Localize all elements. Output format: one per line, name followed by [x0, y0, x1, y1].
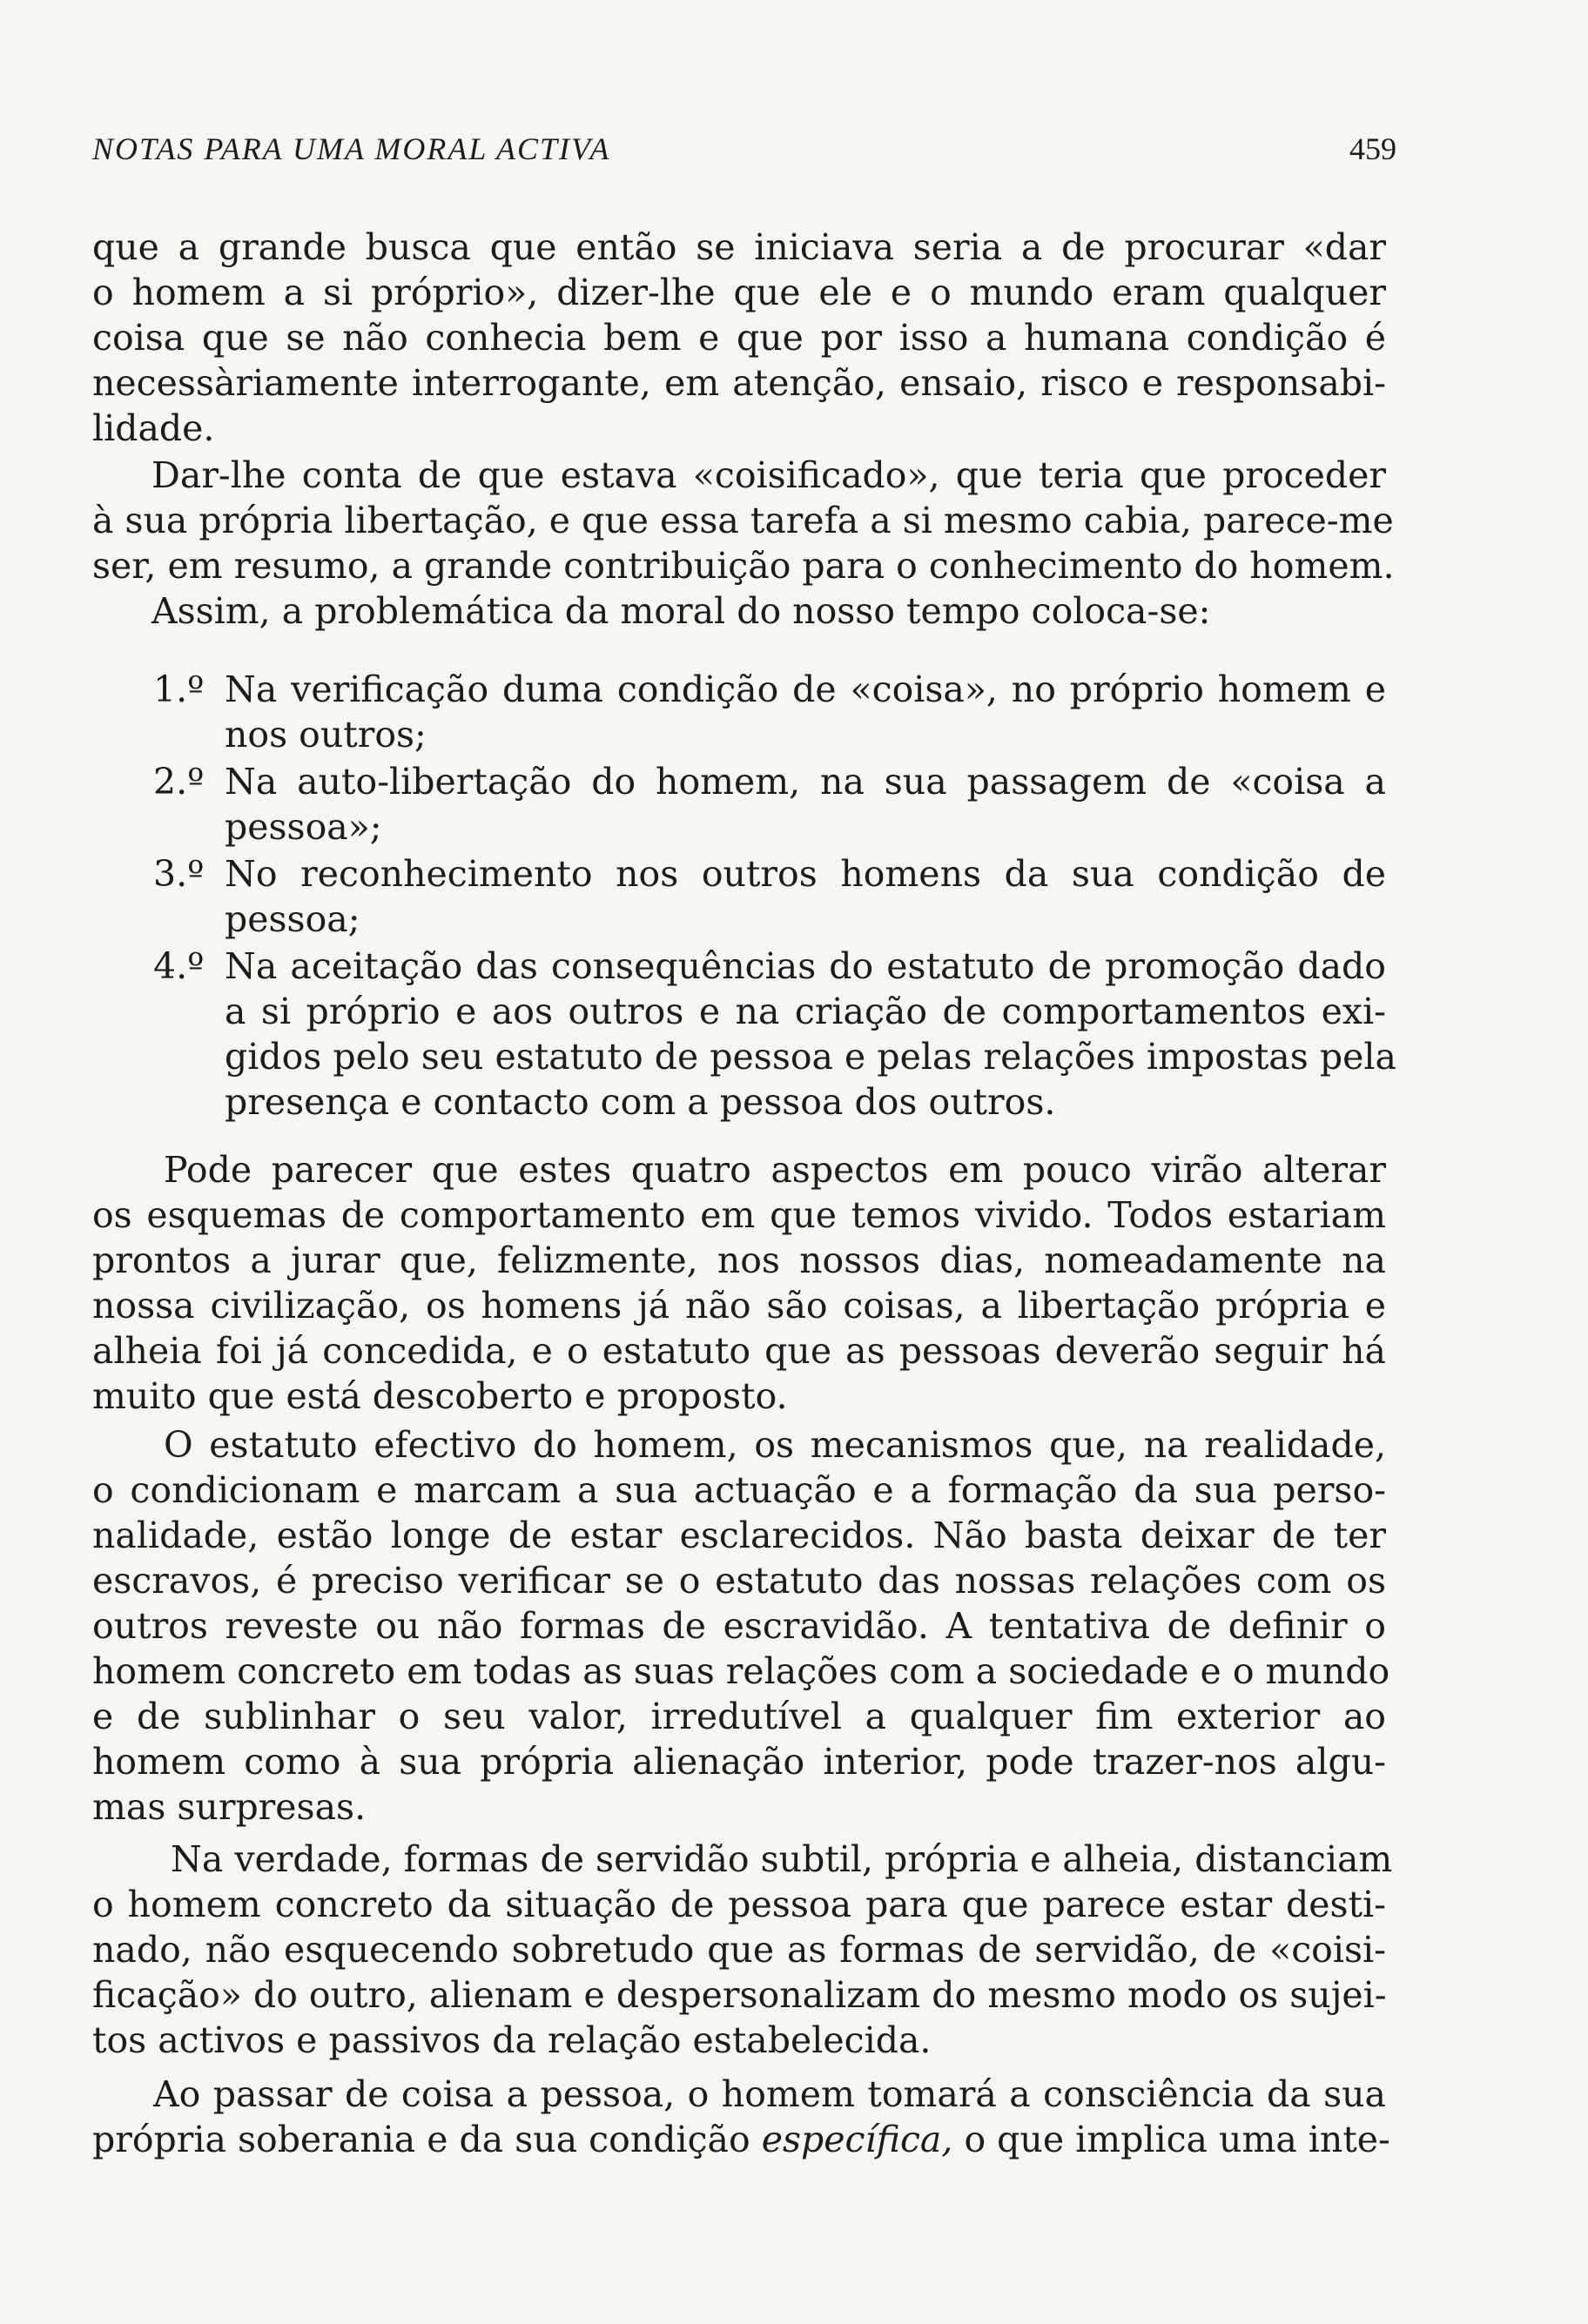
- list-line: gidos pelo seu estatuto de pessoa e pelas relações impostas pela: [225, 1036, 1396, 1078]
- text-line: o condicionam e marcam a sua actuação e a formação da sua perso-: [92, 1469, 1386, 1511]
- text-line: alheia foi já concedida, e o estatuto que as pessoas deverão seguir há: [92, 1330, 1386, 1372]
- text-line: o homem concreto da situação de pessoa para que parece estar desti-: [92, 1884, 1386, 1925]
- text-line: à sua própria libertação, e que essa tarefa a si mesmo cabia, parece-me: [92, 500, 1394, 541]
- text-line: que a grande busca que então se iniciava seria a de procurar «dar: [92, 226, 1386, 268]
- text-line: prontos a jurar que, felizmente, nos nossos dias, nomeadamente na: [92, 1239, 1386, 1281]
- running-title: NOTAS PARA UMA MORAL ACTIVA: [92, 131, 611, 166]
- text-line: Ao passar de coisa a pessoa, o homem tomará a consciência da sua: [153, 2073, 1386, 2115]
- text-line: escravos, é preciso verificar se o estatuto das nossas relações com os: [92, 1560, 1386, 1602]
- list-line: presença e contacto com a pessoa dos outros.: [225, 1081, 1056, 1123]
- text-line: necessàriamente interrogante, em atenção, ensaio, risco e responsabi-: [92, 362, 1386, 404]
- list-number: 3.º: [153, 853, 205, 895]
- page-number: 459: [1349, 131, 1396, 166]
- text-line: coisa que se não conhecia bem e que por isso a humana condição é: [92, 317, 1386, 359]
- list-line: Na aceitação das consequências do estatuto de promoção dado: [225, 945, 1386, 987]
- text-line: ficação» do outro, alienam e despersonalizam do mesmo modo os sujei-: [92, 1974, 1387, 2016]
- text-line: lidade.: [92, 407, 215, 449]
- text-line: homem concreto em todas as suas relações com a sociedade e o mundo: [92, 1650, 1390, 1692]
- text-segment: o que implica uma inte-: [964, 2119, 1390, 2160]
- italic-term: específica,: [761, 2119, 953, 2160]
- text-line: nossa civilização, os homens já não são coisas, a libertação própria e: [92, 1285, 1386, 1327]
- list-line: No reconhecimento nos outros homens da sua condição de: [225, 853, 1386, 895]
- list-number: 2.º: [153, 761, 205, 803]
- list-line: a si próprio e aos outros e na criação de comportamentos exi-: [225, 991, 1386, 1032]
- text-line: Assim, a problemática da moral do nosso tempo coloca-se:: [151, 590, 1211, 632]
- text-line: nado, não esquecendo sobretudo que as formas de servidão, de «coisi-: [92, 1929, 1386, 1971]
- text-line: tos activos e passivos da relação estabelecida.: [92, 2019, 932, 2061]
- text-line: muito que está descoberto e proposto.: [92, 1375, 788, 1417]
- text-line: Pode parecer que estes quatro aspectos em pouco virão alterar: [164, 1149, 1386, 1191]
- text-line: [92, 2117, 1390, 2162]
- list-number: 4.º: [153, 945, 205, 987]
- list-number: 1.º: [153, 668, 205, 710]
- text-line: outros reveste ou não formas de escravidão. A tentativa de definir o: [92, 1605, 1386, 1647]
- text-line: os esquemas de comportamento em que temos vivido. Todos estariam: [92, 1194, 1386, 1236]
- list-line: Na verificação duma condição de «coisa», no próprio homem e: [225, 668, 1386, 710]
- text-line: homem como à sua própria alienação interior, pode trazer-nos algu-: [92, 1741, 1386, 1783]
- list-line: pessoa»;: [225, 806, 382, 848]
- list-line: Na auto-libertação do homem, na sua passagem de «coisa a: [225, 761, 1386, 803]
- text-line: Na verdade, formas de servidão subtil, própria e alheia, distanciam: [171, 1838, 1393, 1880]
- text-line: e de sublinhar o seu valor, irredutível a qualquer fim exterior ao: [92, 1696, 1386, 1737]
- list-line: pessoa;: [225, 898, 360, 940]
- text-line: Dar-lhe conta de que estava «coisificado», que teria que proceder: [151, 454, 1386, 496]
- text-line: nalidade, estão longe de estar esclarecidos. Não basta deixar de ter: [92, 1515, 1386, 1556]
- text-line: o homem a si próprio», dizer-lhe que ele e o mundo eram qualquer: [92, 272, 1386, 313]
- text-line: ser, em resumo, a grande contribuição para o conhecimento do homem.: [92, 545, 1395, 587]
- text-segment: própria soberania e da sua condição: [92, 2119, 750, 2160]
- text-line: mas surpresas.: [92, 1786, 367, 1828]
- list-line: nos outros;: [225, 714, 427, 756]
- text-line: O estatuto efectivo do homem, os mecanismos que, na realidade,: [164, 1424, 1386, 1466]
